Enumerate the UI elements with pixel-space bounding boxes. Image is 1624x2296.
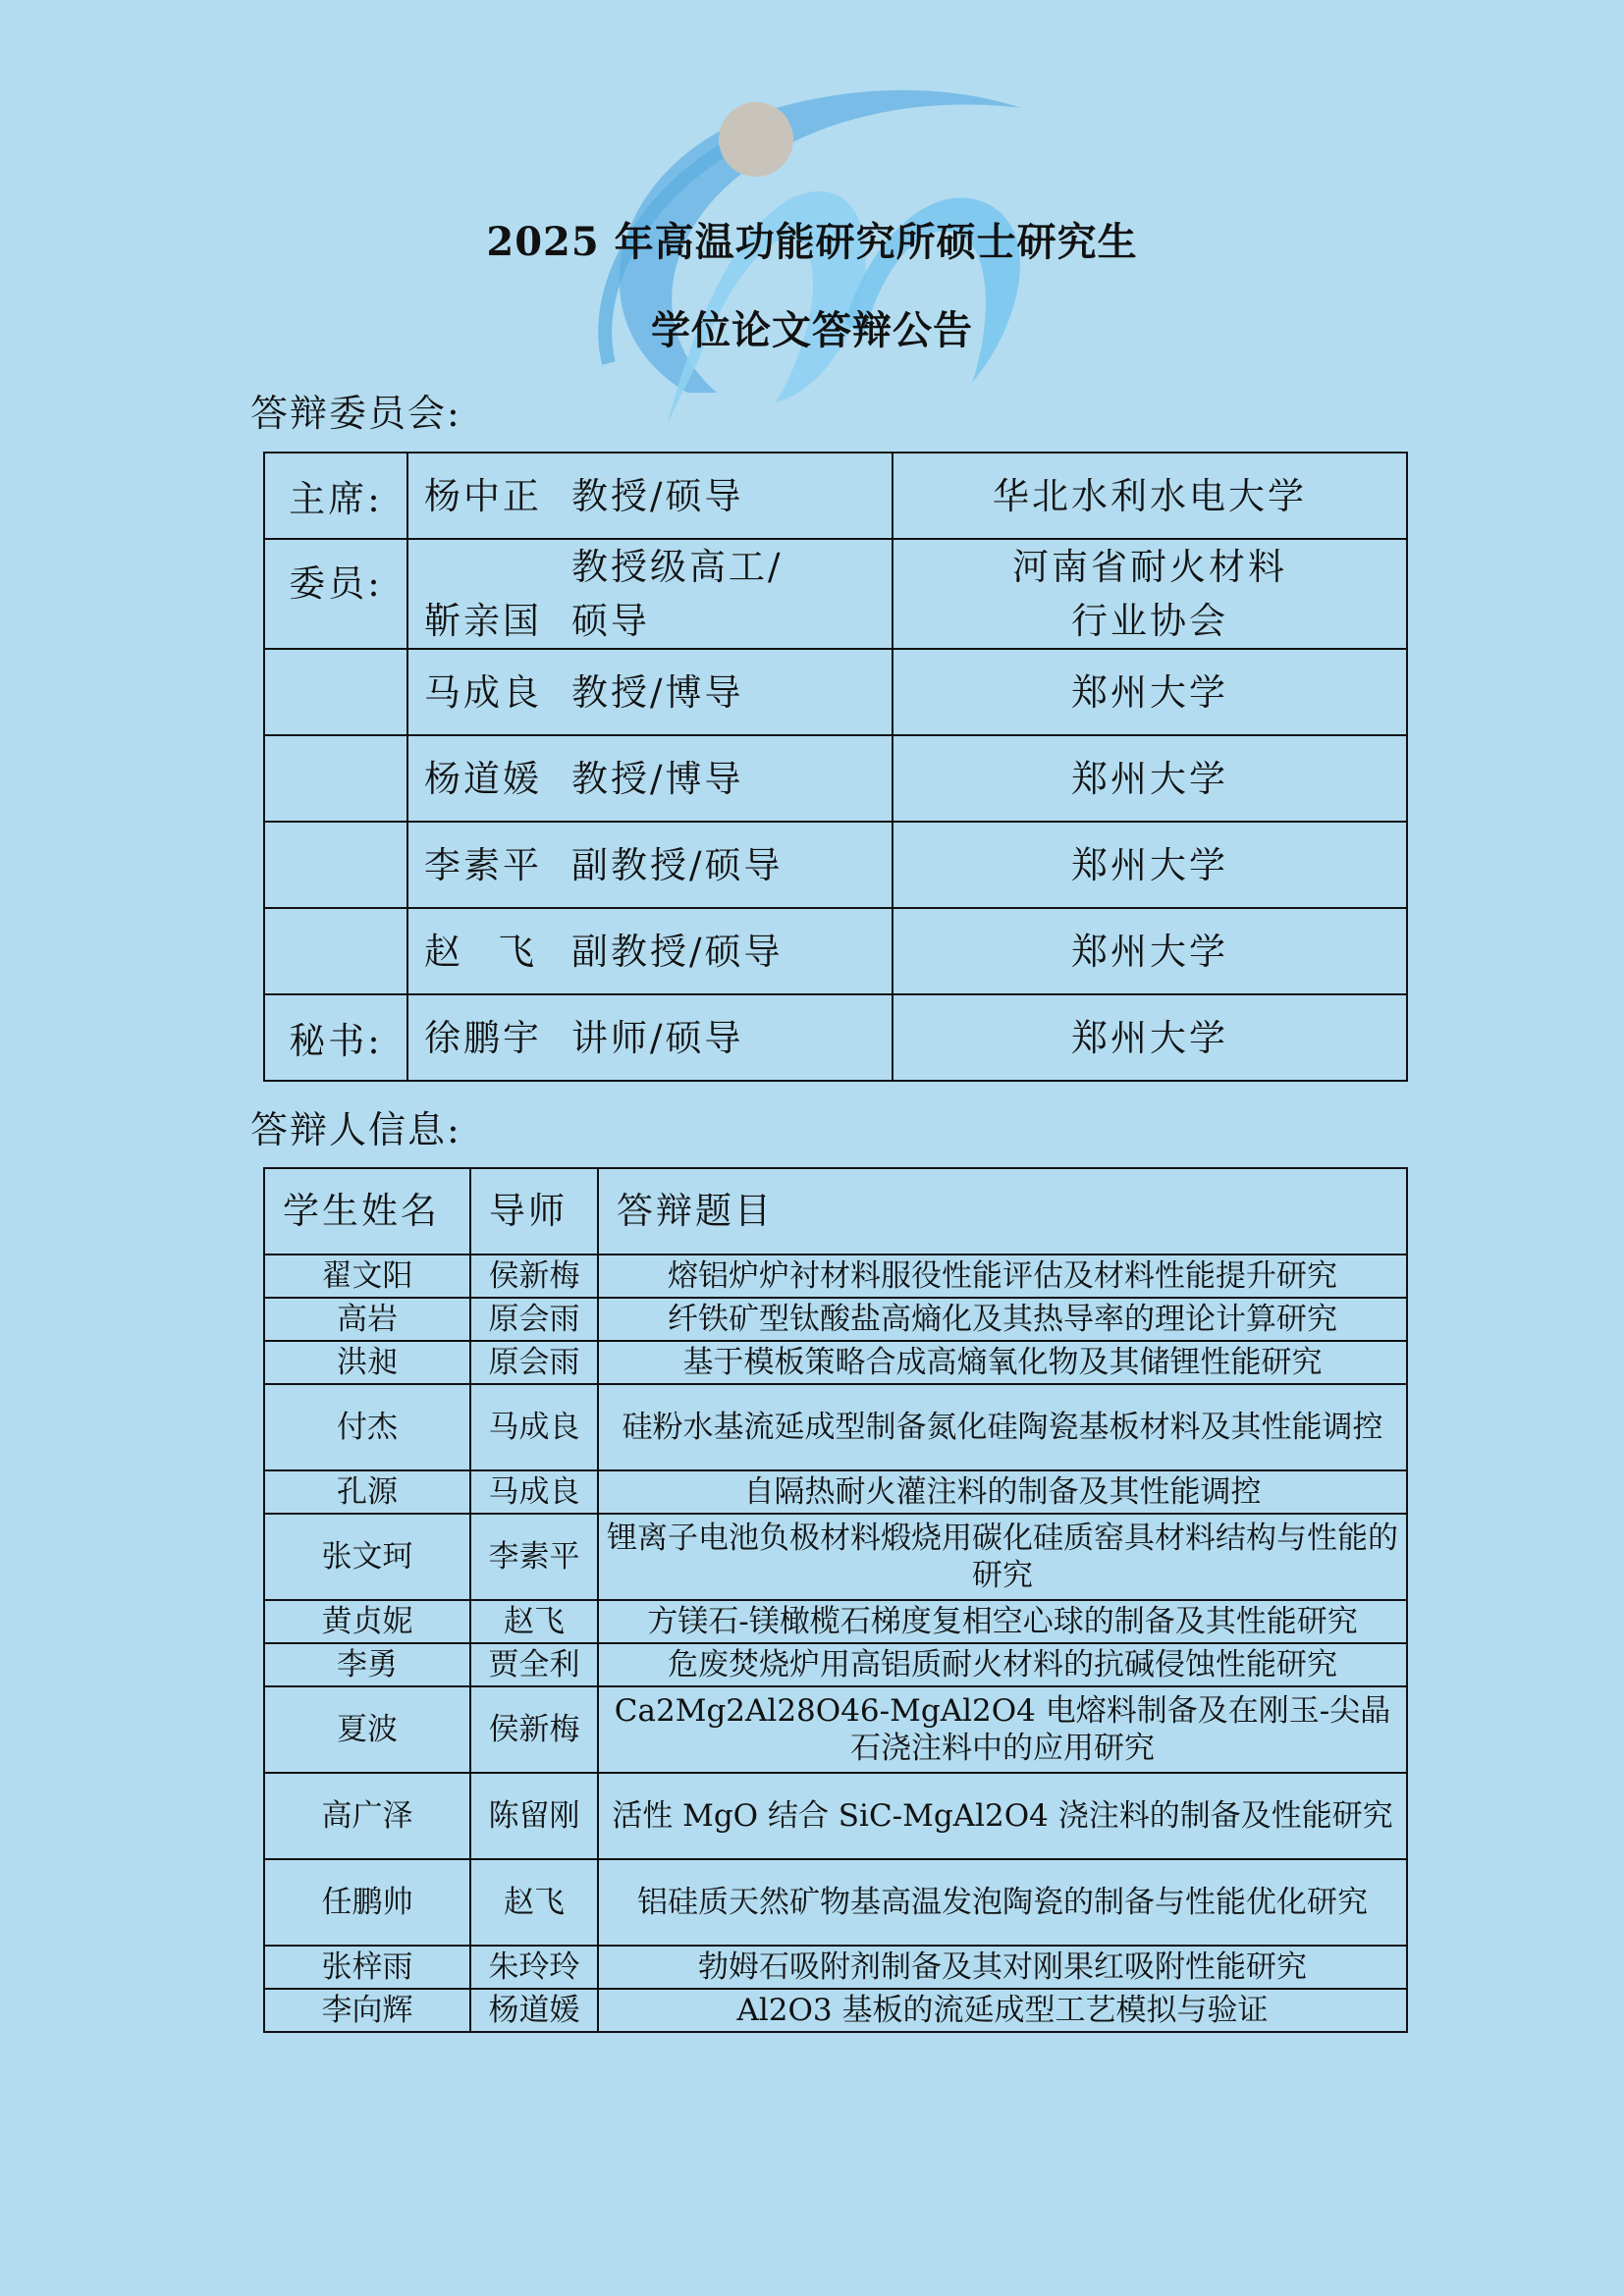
- student-topic: 熔铝炉炉衬材料服役性能评估及材料性能提升研究: [598, 1255, 1407, 1298]
- member-name: 马成良: [424, 670, 542, 714]
- student-advisor: 侯新梅: [470, 1255, 598, 1298]
- student-row: [264, 1341, 1407, 1384]
- header-topic: 答辩题目: [598, 1168, 1407, 1255]
- committee-role: 委员:: [264, 539, 407, 649]
- student-topic: 危废焚烧炉用高铝质耐火材料的抗碱侵蚀性能研究: [598, 1643, 1407, 1686]
- student-advisor: 马成良: [470, 1470, 598, 1514]
- student-advisor: 李素平: [470, 1514, 598, 1600]
- member-organization: 郑州大学: [893, 994, 1407, 1081]
- student-row: [264, 1298, 1407, 1341]
- student-name: 夏波: [264, 1686, 470, 1773]
- member-title: 副教授/硕导: [571, 843, 784, 886]
- header-student-name: 学生姓名: [264, 1168, 470, 1255]
- student-advisor: 朱玲玲: [470, 1946, 598, 1989]
- committee-member: [407, 453, 893, 539]
- committee-row: [264, 994, 1407, 1081]
- student-advisor: 赵飞: [470, 1600, 598, 1643]
- student-name: 任鹏帅: [264, 1859, 470, 1946]
- committee-role: [264, 822, 407, 908]
- student-name: 张梓雨: [264, 1946, 470, 1989]
- student-row: [264, 1384, 1407, 1470]
- member-organization: 郑州大学: [893, 908, 1407, 994]
- member-title: 教授/硕导: [571, 474, 744, 517]
- student-topic: 活性 MgO 结合 SiC-MgAl2O4 浇注料的制备及性能研究: [598, 1773, 1407, 1859]
- member-organization: 华北水利水电大学: [893, 453, 1407, 539]
- committee-member: [407, 649, 893, 735]
- member-title: 教授/博导: [571, 670, 744, 714]
- student-advisor: 杨道媛: [470, 1989, 598, 2032]
- committee-row: [264, 539, 1407, 649]
- student-topic: Ca2Mg2Al28O46-MgAl2O4 电熔料制备及在刚玉-尖晶石浇注料中的应用研究: [598, 1686, 1407, 1773]
- student-row: [264, 1773, 1407, 1859]
- student-name: 洪昶: [264, 1341, 470, 1384]
- student-name: 李勇: [264, 1643, 470, 1686]
- student-topic: 方镁石-镁橄榄石梯度复相空心球的制备及其性能研究: [598, 1600, 1407, 1643]
- member-title: 副教授/硕导: [571, 930, 784, 973]
- member-title: 教授级高工/ 硕导: [571, 546, 784, 642]
- committee-row: [264, 649, 1407, 735]
- student-advisor: 贾全利: [470, 1643, 598, 1686]
- committee-member: [407, 735, 893, 822]
- committee-row: [264, 908, 1407, 994]
- student-advisor: 原会雨: [470, 1341, 598, 1384]
- member-organization: 河南省耐火材料 行业协会: [893, 539, 1407, 649]
- student-name: 孔源: [264, 1470, 470, 1514]
- member-name: 靳亲国: [424, 600, 542, 642]
- committee-member: [407, 994, 893, 1081]
- student-row: [264, 1514, 1407, 1600]
- committee-row: [264, 453, 1407, 539]
- member-organization: 郑州大学: [893, 735, 1407, 822]
- notice-title-line1: 2025 年高温功能研究所硕士研究生: [486, 219, 1138, 265]
- member-name: 李素平: [424, 843, 542, 886]
- students-section-label: 答辩人信息:: [250, 1108, 461, 1151]
- committee-member: [407, 822, 893, 908]
- member-name: 徐鹏宇: [424, 1016, 542, 1059]
- member-title: 教授/博导: [571, 757, 744, 800]
- students-table: [263, 1167, 1408, 2033]
- student-topic: Al2O3 基板的流延成型工艺模拟与验证: [598, 1989, 1407, 2032]
- student-row: [264, 1989, 1407, 2032]
- students-header-row: [264, 1168, 1407, 1255]
- committee-role: 主席:: [264, 453, 407, 539]
- member-name: 赵飞: [424, 930, 571, 973]
- student-name: 翟文阳: [264, 1255, 470, 1298]
- student-name: 高岩: [264, 1298, 470, 1341]
- notice-title-line2: 学位论文答辩公告: [651, 307, 973, 353]
- committee-role: [264, 908, 407, 994]
- student-topic: 勃姆石吸附剂制备及其对刚果红吸附性能研究: [598, 1946, 1407, 1989]
- student-advisor: 马成良: [470, 1384, 598, 1470]
- member-title: 讲师/硕导: [571, 1016, 744, 1059]
- header-advisor: 导师: [470, 1168, 598, 1255]
- student-row: [264, 1643, 1407, 1686]
- student-name: 李向辉: [264, 1989, 470, 2032]
- student-advisor: 侯新梅: [470, 1686, 598, 1773]
- committee-role: [264, 649, 407, 735]
- committee-member: [407, 908, 893, 994]
- student-name: 张文珂: [264, 1514, 470, 1600]
- committee-member: [407, 539, 893, 649]
- student-topic: 锂离子电池负极材料煅烧用碳化硅质窑具材料结构与性能的研究: [598, 1514, 1407, 1600]
- student-name: 高广泽: [264, 1773, 470, 1859]
- student-topic: 基于模板策略合成高熵氧化物及其储锂性能研究: [598, 1341, 1407, 1384]
- student-row: [264, 1255, 1407, 1298]
- member-organization: 郑州大学: [893, 822, 1407, 908]
- member-name: 杨道媛: [424, 757, 542, 800]
- member-name: 杨中正: [424, 474, 542, 517]
- student-advisor: 陈留刚: [470, 1773, 598, 1859]
- committee-table: [263, 452, 1408, 1082]
- student-name: 黄贞妮: [264, 1600, 470, 1643]
- committee-row: [264, 822, 1407, 908]
- student-row: [264, 1859, 1407, 1946]
- committee-role: 秘书:: [264, 994, 407, 1081]
- committee-section-label: 答辩委员会:: [250, 392, 461, 435]
- student-advisor: 赵飞: [470, 1859, 598, 1946]
- student-row: [264, 1686, 1407, 1773]
- committee-row: [264, 735, 1407, 822]
- student-row: [264, 1600, 1407, 1643]
- member-organization: 郑州大学: [893, 649, 1407, 735]
- student-row: [264, 1946, 1407, 1989]
- student-row: [264, 1470, 1407, 1514]
- student-topic: 纤铁矿型钛酸盐高熵化及其热导率的理论计算研究: [598, 1298, 1407, 1341]
- committee-role: [264, 735, 407, 822]
- student-topic: 硅粉水基流延成型制备氮化硅陶瓷基板材料及其性能调控: [598, 1384, 1407, 1470]
- student-advisor: 原会雨: [470, 1298, 598, 1341]
- student-topic: 铝硅质天然矿物基高温发泡陶瓷的制备与性能优化研究: [598, 1859, 1407, 1946]
- student-name: 付杰: [264, 1384, 470, 1470]
- student-topic: 自隔热耐火灌注料的制备及其性能调控: [598, 1470, 1407, 1514]
